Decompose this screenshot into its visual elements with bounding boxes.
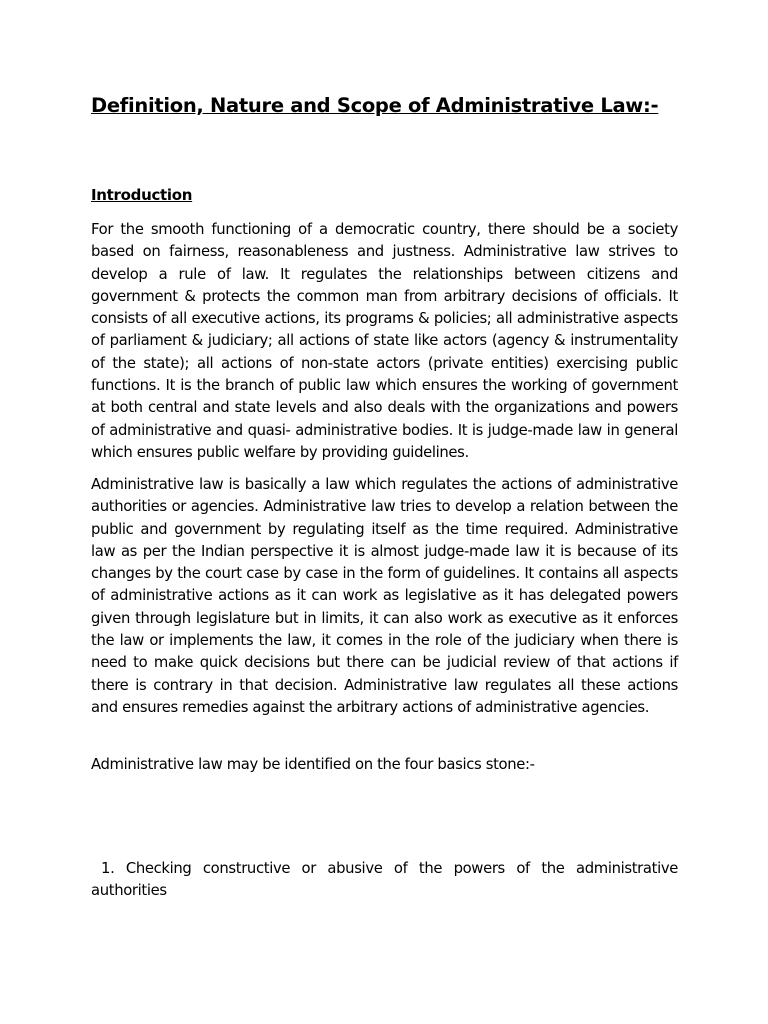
paragraph-2: Administrative law is basically a law which regulates the actions of administrative authorities or agencies. Administrative law tries to develop a relation between the public and government by regulating itself as the time required. Administrative law as per the Indian perspective it is almost judge-made law it is because of its changes by the court case by case in the form of guidelines. It contains all aspects of administrative actions as it can work as legislative as it has delegated powers given through legislature but in limits, it can also work as executive as it enforces the law or implements the law, it comes in the role of the judiciary when there is need to make quick decisions but there can be judicial review of that actions if there is contrary in that decision. Administrative law regulates all these actions and ensures remedies against the arbitrary actions of administrative agencies. — [91, 476, 678, 716]
document-page — [91, 0, 678, 1024]
paragraph-1: For the smooth functioning of a democratic country, there should be a society based on fairness, reasonableness and justness. Administrative law strives to develop a rule of law. It regulates the relationships between citizens and government & protects the common man from arbitrary decisions of officials. It consists of all executive actions, its programs & policies; all administrative aspects of parliament & judiciary; all actions of state like actors (agency & instrumentality of the state); all actions of non-state actors (private entities) exercising public functions. It is the branch of public law which ensures the working of government at both central and state levels and also deals with the organizations and powers of administrative and quasi- administrative bodies. It is judge-made law in general which ensures public welfare by providing guidelines. — [91, 221, 678, 461]
paragraph-3: Administrative law may be identified on the four basics stone:- — [91, 756, 535, 773]
document-title: Definition, Nature and Scope of Administrative Law:- — [91, 94, 659, 117]
section-heading-introduction: Introduction — [91, 186, 193, 204]
list-item: 1. Checking constructive or abusive of the powers of the administrative authorities — [91, 860, 678, 900]
